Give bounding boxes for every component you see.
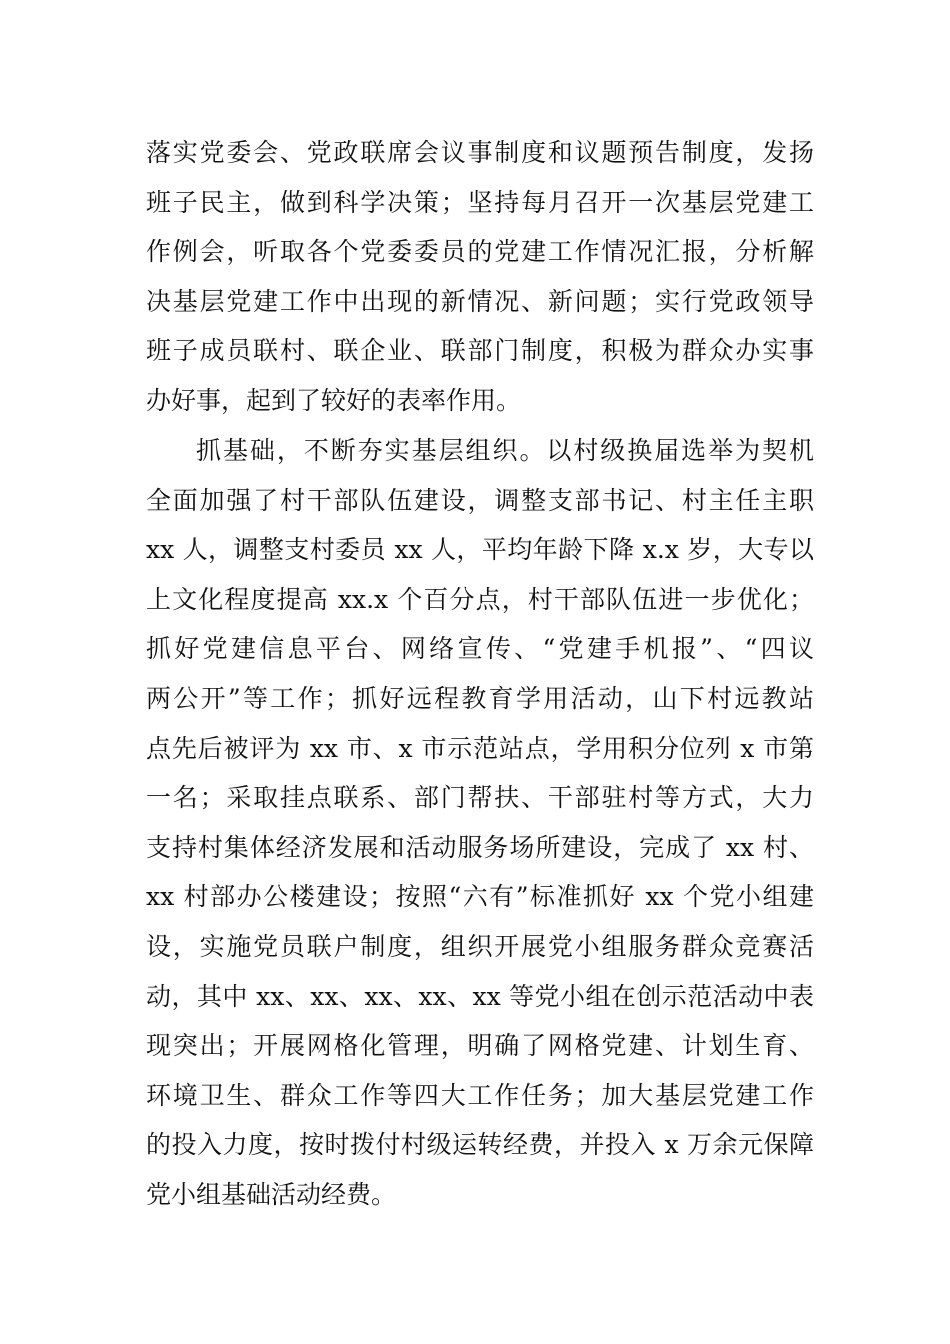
text-line: 设，实施党员联户制度，组织开展党小组服务群众竞赛活: [146, 931, 814, 961]
paragraph-grassroots-organization: [146, 426, 814, 1220]
text-line: 动，其中 xx、xx、xx、xx、xx 等党小组在创示范活动中表: [146, 981, 814, 1011]
text-line: 决基层党建工作中出现的新情况、新问题；实行党政领导: [146, 286, 814, 316]
text-line: 作例会，听取各个党委委员的党建工作情况汇报，分析解: [146, 237, 814, 267]
text-line-first: 抓基础，不断夯实基层组织。以村级换届选举为契机: [196, 436, 814, 465]
text-line: 党小组基础活动经费。: [146, 1179, 397, 1209]
text-line: 班子民主，做到科学决策；坚持每月召开一次基层党建工: [146, 187, 814, 217]
text-line: 点先后被评为 xx 市、x 市示范站点，学用积分位列 x 市第: [146, 733, 814, 763]
text-line: 全面加强了村干部队伍建设，调整支部书记、村主任主职: [146, 485, 814, 515]
text-line: 上文化程度提高 xx.x 个百分点，村干部队伍进一步优化；: [146, 584, 814, 614]
text-line: 两公开”等工作；抓好远程教育学用活动，山下村远教站: [146, 683, 814, 713]
paragraph-continuation: [146, 128, 814, 426]
text-line: xx 人，调整支村委员 xx 人，平均年龄下降 x.x 岁，大专以: [146, 535, 814, 565]
text-line: 环境卫生、群众工作等四大工作任务；加大基层党建工作: [146, 1080, 814, 1110]
text-line: xx 村部办公楼建设；按照“六有”标准抓好 xx 个党小组建: [146, 882, 814, 912]
text-line: 办好事，起到了较好的表率作用。: [146, 385, 522, 415]
text-line: 现突出；开展网格化管理，明确了网格党建、计划生育、: [146, 1031, 814, 1061]
text-line: 抓好党建信息平台、网络宣传、“党建手机报”、“四议: [146, 634, 814, 664]
text-line: 一名；采取挂点联系、部门帮扶、干部驻村等方式，大力: [146, 783, 814, 813]
text-line: 班子成员联村、联企业、联部门制度，积极为群众办实事: [146, 336, 814, 366]
text-line: 支持村集体经济发展和活动服务场所建设，完成了 xx 村、: [146, 832, 814, 862]
text-line: 落实党委会、党政联席会议事制度和议题预告制度，发扬: [146, 138, 814, 167]
text-line: 的投入力度，按时拨付村级运转经费，并投入 x 万余元保障: [146, 1130, 814, 1160]
